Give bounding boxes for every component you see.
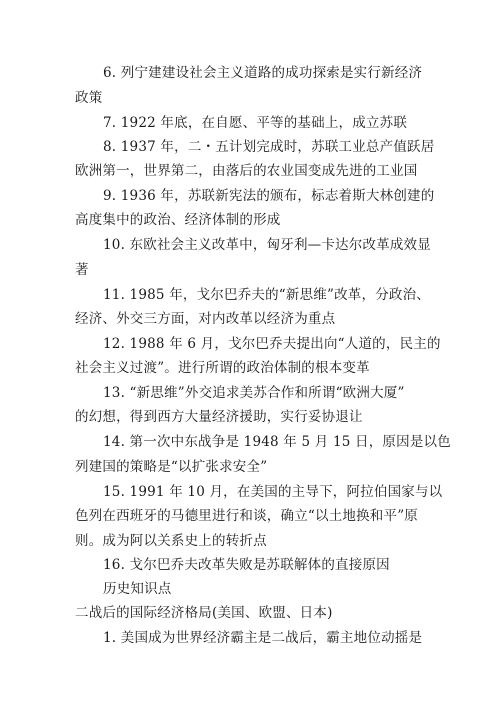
text-line: 1. 美国成为世界经济霸主是二战后，霸主地位动摇是 — [103, 630, 423, 646]
text-line: 7. 1922 年底，在自愿、平等的基础上，成立苏联 — [103, 115, 408, 131]
section-heading: 历史知识点 — [103, 581, 172, 597]
text-line: 14. 第一次中东战争是 1948 年 5 月 15 日，原因是以色 — [103, 434, 451, 450]
text-line: 16. 戈尔巴乔夫改革失败是苏联解体的直接原因 — [103, 557, 390, 573]
text-line: 经济、外交三方面，对内改革以经济为重点 — [75, 311, 336, 327]
text-line: 社会主义过渡”。进行所谓的政治体制的根本变革 — [75, 360, 370, 376]
text-line: 列建国的策略是“以扩张求安全” — [75, 459, 268, 475]
text-line: 6. 列宁建建设社会主义道路的成功探索是实行新经济 — [103, 65, 423, 81]
text-line: 13. “新思维”外交追求美苏合作和所谓“欧洲大厦” — [103, 385, 405, 401]
text-line: 12. 1988 年 6 月，戈尔巴乔夫提出向“人道的，民主的 — [103, 336, 441, 352]
text-line: 10. 东欧社会主义改革中，匈牙利—卡达尔改革成效显 — [103, 237, 431, 253]
text-line: 著 — [75, 262, 89, 278]
text-line: 9. 1936 年，苏联新宪法的颁布，标志着斯大林创建的 — [103, 188, 435, 204]
text-line: 15. 1991 年 10 月，在美国的主导下，阿拉伯国家与以 — [103, 484, 443, 500]
text-line: 高度集中的政治、经济体制的形成 — [75, 212, 281, 228]
text-line: 欧洲第一，世界第二，由落后的农业国变成先进的工业国 — [75, 163, 418, 179]
text-line: 的幻想，得到西方大量经济援助，实行妥协退让 — [75, 409, 363, 425]
text-line: 11. 1985 年，戈尔巴乔夫的“新思维”改革，分政治、 — [103, 287, 431, 303]
subsection-heading: 二战后的国际经济格局(美国、欧盟、日本) — [75, 605, 333, 621]
text-line: 色列在西班牙的马德里进行和谈，确立“以土地换和平”原 — [75, 508, 419, 524]
text-line: 政策 — [75, 90, 103, 106]
text-line: 则。成为阿以关系史上的转折点 — [75, 533, 267, 549]
text-line: 8. 1937 年，二・五计划完成时，苏联工业总产值跃居 — [103, 139, 435, 155]
